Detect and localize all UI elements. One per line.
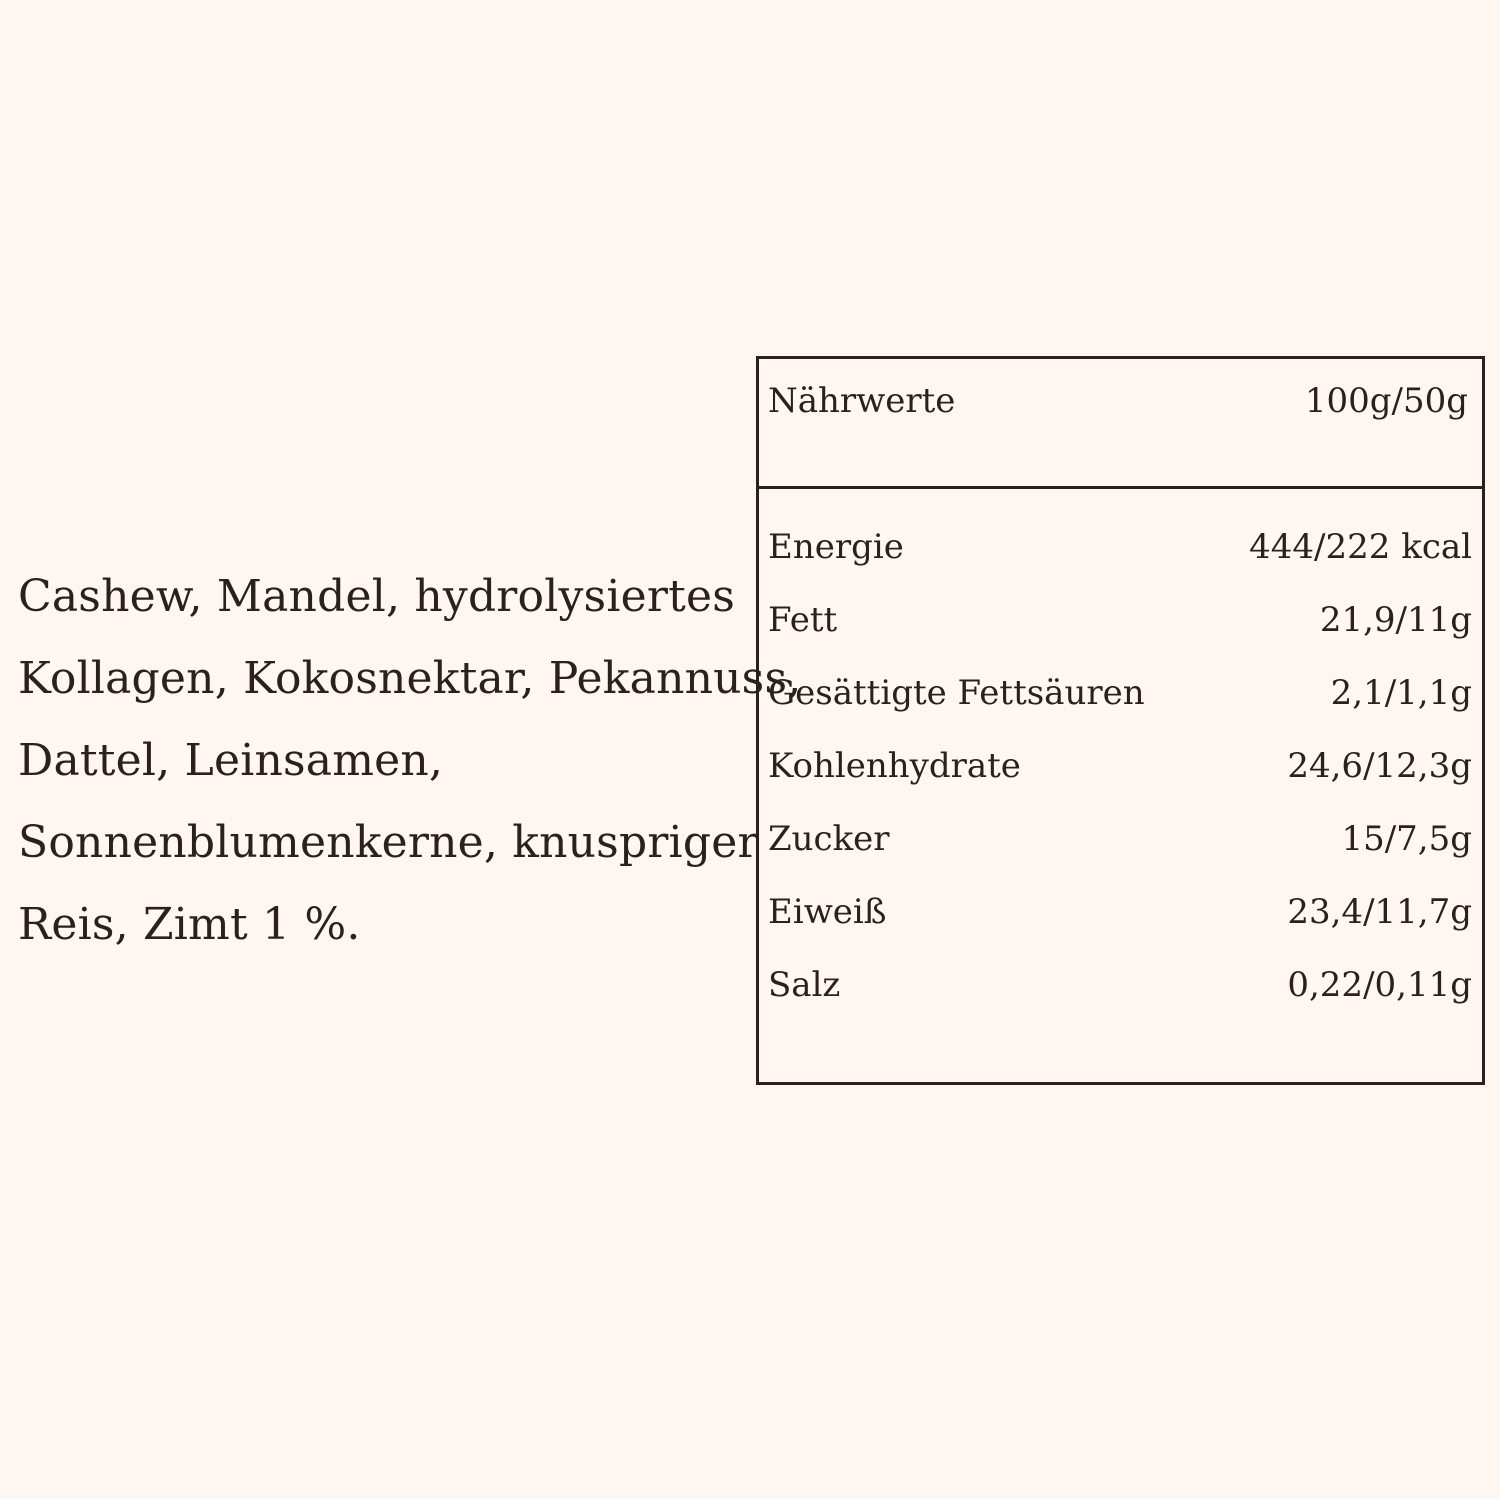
nutrition-row-value: 444/222 kcal: [1249, 527, 1472, 567]
nutrition-row-value: 15/7,5g: [1341, 819, 1472, 859]
ingredients-line: Cashew, Mandel, hydrolysiertes: [18, 571, 735, 622]
nutrition-row-fett: [759, 600, 1482, 673]
nutrition-row-eiweiss: [759, 892, 1482, 965]
nutrition-row-value: 0,22/0,11g: [1287, 965, 1472, 1005]
nutrition-row-label: Kohlenhydrate: [768, 746, 1021, 786]
nutrition-row-label: Gesättigte Fettsäuren: [768, 673, 1145, 713]
nutrition-row-value: 24,6/12,3g: [1287, 746, 1472, 786]
nutrition-row-label: Zucker: [768, 819, 890, 859]
nutrition-row-value: 2,1/1,1g: [1330, 673, 1472, 713]
nutrition-row-value: 23,4/11,7g: [1287, 892, 1472, 932]
nutrition-table-header: [759, 359, 1482, 489]
nutrition-row-value: 21,9/11g: [1319, 600, 1472, 640]
ingredients-line: Sonnenblumenkerne, knuspriger: [18, 817, 759, 868]
nutrition-row-energie: [759, 527, 1482, 600]
nutrition-row-kohlenhydrate: [759, 746, 1482, 819]
nutrition-header-label: Nährwerte: [768, 381, 956, 421]
nutrition-row-label: Eiweiß: [768, 892, 887, 932]
nutrition-rows: [759, 527, 1482, 1038]
nutrition-row-gesaettigte-fettsaeuren: [759, 673, 1482, 746]
nutrition-row-salz: [759, 965, 1482, 1038]
nutrition-row-zucker: [759, 819, 1482, 892]
nutrition-row-label: Energie: [768, 527, 904, 567]
ingredients-line: Kollagen, Kokosnektar, Pekannuss,: [18, 653, 802, 704]
nutrition-header-value: 100g/50g: [1304, 381, 1468, 421]
ingredients-line: Reis, Zimt 1 %.: [18, 899, 361, 950]
ingredients-line: Dattel, Leinsamen,: [18, 735, 444, 786]
ingredients-text: [18, 556, 802, 966]
nutrition-row-label: Fett: [768, 600, 838, 640]
nutrition-table: [756, 356, 1485, 1085]
nutrition-row-label: Salz: [768, 965, 841, 1005]
